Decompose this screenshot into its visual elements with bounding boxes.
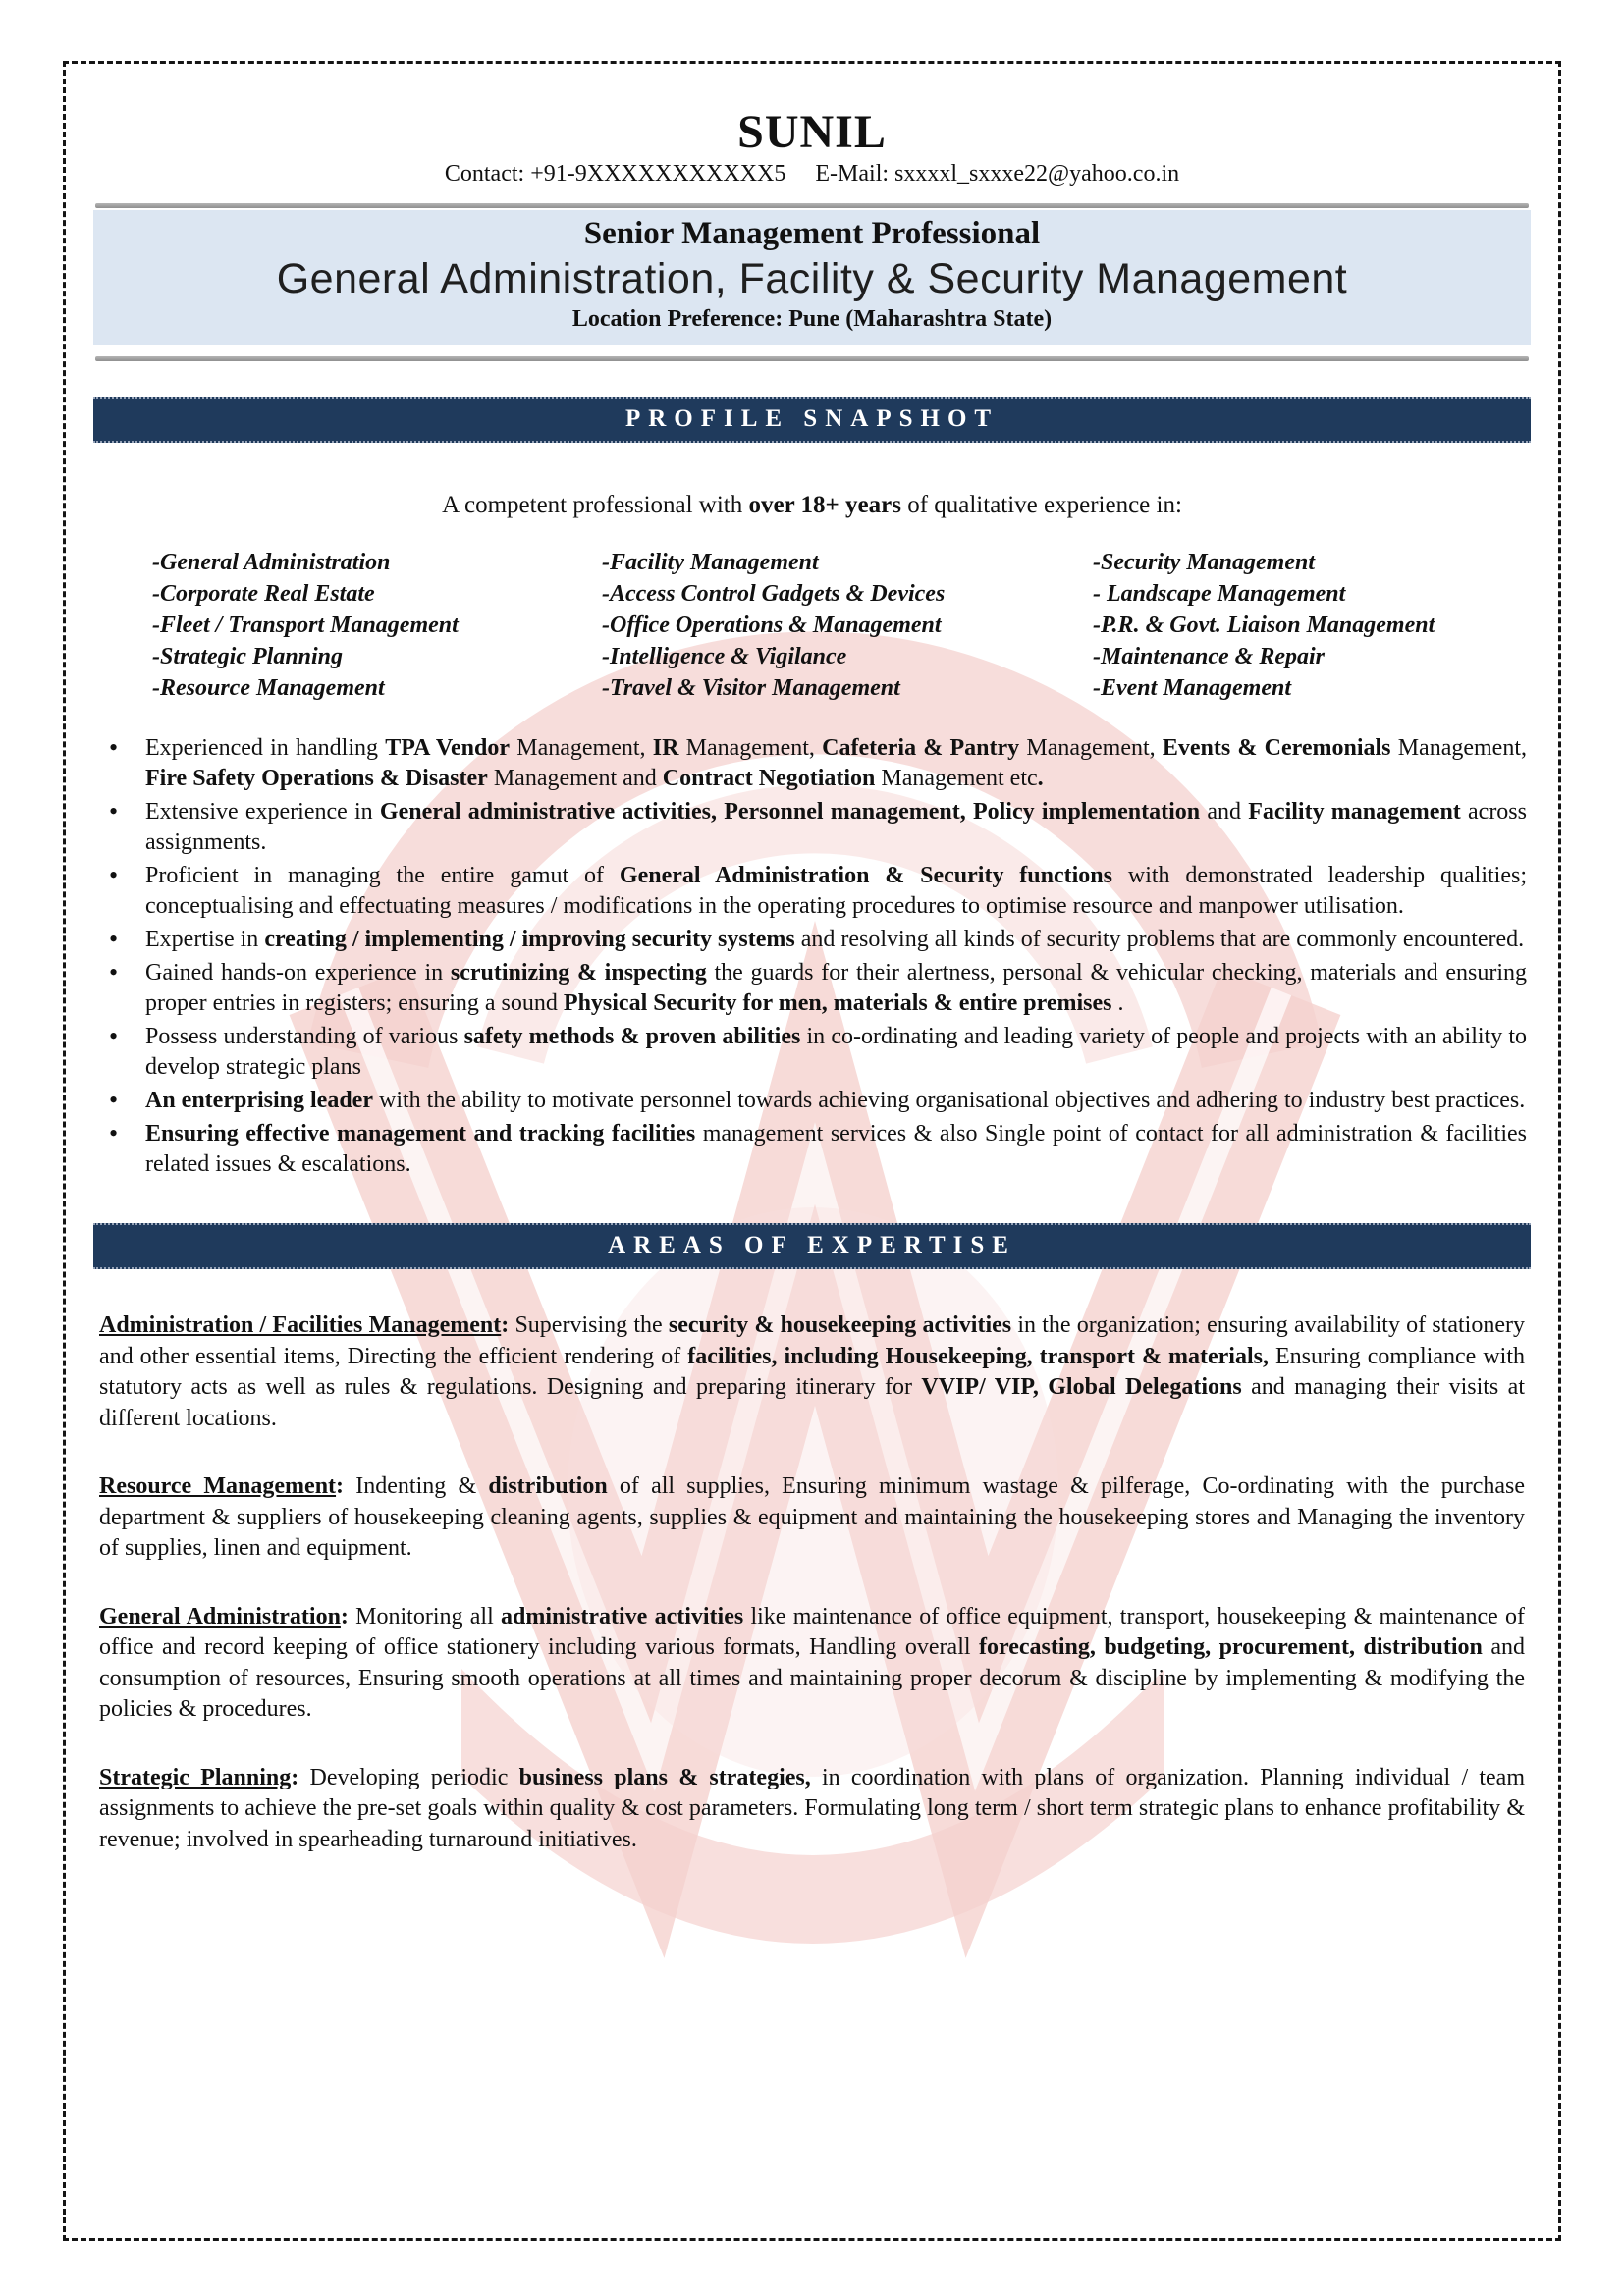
location-preference: Location Preference: Pune (Maharashtra State) <box>571 306 1053 332</box>
profile-bullet-list <box>99 733 1527 1180</box>
specialization-title: General Administration, Facility & Security Management <box>276 255 1348 302</box>
expertise-item: -Maintenance & Repair <box>1093 644 1326 669</box>
expertise-column-2 <box>602 547 1093 704</box>
bullet-text: An enterprising leader with the ability to motivate personnel towards achieving organisational objectives and adhering to industry best practices. <box>145 1088 1526 1113</box>
profile-bullet <box>99 797 1527 858</box>
bullet-marker: • <box>109 797 119 826</box>
expertise-item: -Corporate Real Estate <box>152 581 375 607</box>
bullet-marker: • <box>109 1119 119 1148</box>
expertise-item: -Intelligence & Vigilance <box>602 644 847 669</box>
expertise-paragraph-strategic-planning: Strategic Planning: Developing periodic business plans & strategies, in coordination with plans of organization. Planning individual / team assignments to achieve the pre-set goals within quality & cost parameters. Formulating long term / short term strategic plans to enhance profitability & revenue; involved in spearheading turnaround initiatives. <box>99 1764 1526 1852</box>
section-header-areas-of-expertise: AREAS OF EXPERTISE <box>93 1223 1531 1269</box>
expertise-item: -Resource Management <box>152 675 385 701</box>
expertise-item: -General Administration <box>152 550 391 575</box>
expertise-paragraph-resource-management: Resource Management: Indenting & distribution of all supplies, Ensuring minimum wastage & pilferage, Co-ordinating with the purchase department & suppliers of housekeeping cleaning agents, supplies & equipment and maintaining the housekeeping stores and Managing the inventory of supplies, linen and equipment. <box>99 1473 1525 1561</box>
contact-line <box>66 161 1558 187</box>
expertise-item: - Landscape Management <box>1093 581 1346 607</box>
profile-bullet <box>99 861 1527 922</box>
email-value: sxxxxl_sxxxe22@yahoo.co.in <box>894 161 1180 187</box>
bullet-marker: • <box>109 925 119 953</box>
expertise-item: -Security Management <box>1093 550 1315 575</box>
expertise-item: -Office Operations & Management <box>602 613 942 638</box>
email-label: E-Mail: <box>815 161 890 187</box>
profile-bullet <box>99 733 1527 794</box>
bullet-text: Experienced in handling TPA Vendor Management, IR Management, Cafeteria & Pantry Management, Events & Ceremonials Management, Fire Safety Operations & Disaster Management and Contract Negotiation Management etc. <box>145 735 1527 791</box>
professional-title: Senior Management Professional <box>583 216 1041 251</box>
expertise-columns <box>152 547 1523 704</box>
profile-bullet <box>99 1086 1527 1116</box>
expertise-paragraph-administration-facilities: Administration / Facilities Management: Supervising the security & housekeeping activities in the organization; ensuring availability of stationery and other essential items, Directing the efficient rendering of facilities, including Housekeeping, transport & materials, Ensuring compliance with statutory acts as well as rules & regulations. Designing and preparing itinerary for VVIP/ VIP, Global Delegations and managing their visits at different locations. <box>99 1312 1526 1431</box>
bullet-text: Expertise in creating / implementing / improving security systems and resolving all kinds of security problems that are commonly encountered. <box>145 927 1525 952</box>
profile-intro: A competent professional with over 18+ years of qualitative experience in: <box>442 492 1182 518</box>
expertise-item: -P.R. & Govt. Liaison Management <box>1093 613 1435 638</box>
bullet-marker: • <box>109 861 119 889</box>
bullet-text: Possess understanding of various safety methods & proven abilities in co-ordinating and leading variety of people and projects with an ability to develop strategic plans <box>145 1024 1528 1080</box>
resume-content <box>66 64 1558 2236</box>
bullet-marker: • <box>109 1086 119 1114</box>
profile-bullet <box>99 958 1527 1019</box>
bullet-marker: • <box>109 733 119 762</box>
expertise-item: -Access Control Gadgets & Devices <box>602 581 946 607</box>
expertise-item: -Facility Management <box>602 550 819 575</box>
bullet-text: Ensuring effective management and tracking facilities management services & also Single point of contact for all administration & facilities related issues & escalations. <box>145 1121 1527 1177</box>
expertise-column-1 <box>152 547 602 704</box>
title-band <box>93 210 1531 345</box>
expertise-paragraphs <box>99 1310 1525 1855</box>
expertise-item: -Event Management <box>1093 675 1291 701</box>
section-header-profile-snapshot: PROFILE SNAPSHOT <box>93 397 1531 443</box>
candidate-name: SUNIL <box>737 106 887 158</box>
expertise-paragraph-general-administration: General Administration: Monitoring all administrative activities like maintenance of office equipment, transport, housekeeping & maintenance of office and record keeping of office stationery including various formats, Handling overall forecasting, budgeting, procurement, distribution and consumption of resources, Ensuring smooth operations at all times and maintaining proper decorum & discipline by implementing & modifying the policies & procedures. <box>99 1603 1526 1722</box>
contact-label: Contact: <box>444 161 525 187</box>
expertise-column-3 <box>1093 547 1523 704</box>
bullet-marker: • <box>109 958 119 987</box>
expertise-item: -Travel & Visitor Management <box>602 675 900 701</box>
bullet-text: Proficient in managing the entire gamut of General Administration & Security functions with demonstrated leadership qualities; conceptualising and effectuating measures / modifications in the operating procedures to optimise resource and manpower utilisation. <box>145 863 1528 919</box>
expertise-item: -Fleet / Transport Management <box>152 613 459 638</box>
horizontal-rule-bottom <box>95 356 1529 361</box>
profile-bullet <box>99 1022 1527 1083</box>
bullet-marker: • <box>109 1022 119 1050</box>
bullet-text: Gained hands-on experience in scrutinizing & inspecting the guards for their alertness, personal & vehicular checking, materials and ensuring proper entries in registers; ensuring a sound Physical Security for men, materials & entire premises . <box>145 960 1528 1016</box>
bullet-text: Extensive experience in General administrative activities, Personnel management, Policy implementation and Facility management across assignments. <box>145 799 1527 855</box>
profile-bullet <box>99 1119 1527 1180</box>
contact-phone: +91-9XXXXXXXXXXX5 <box>530 161 786 187</box>
expertise-item: -Strategic Planning <box>152 644 344 669</box>
profile-bullet <box>99 925 1527 955</box>
horizontal-rule-top <box>95 203 1529 208</box>
